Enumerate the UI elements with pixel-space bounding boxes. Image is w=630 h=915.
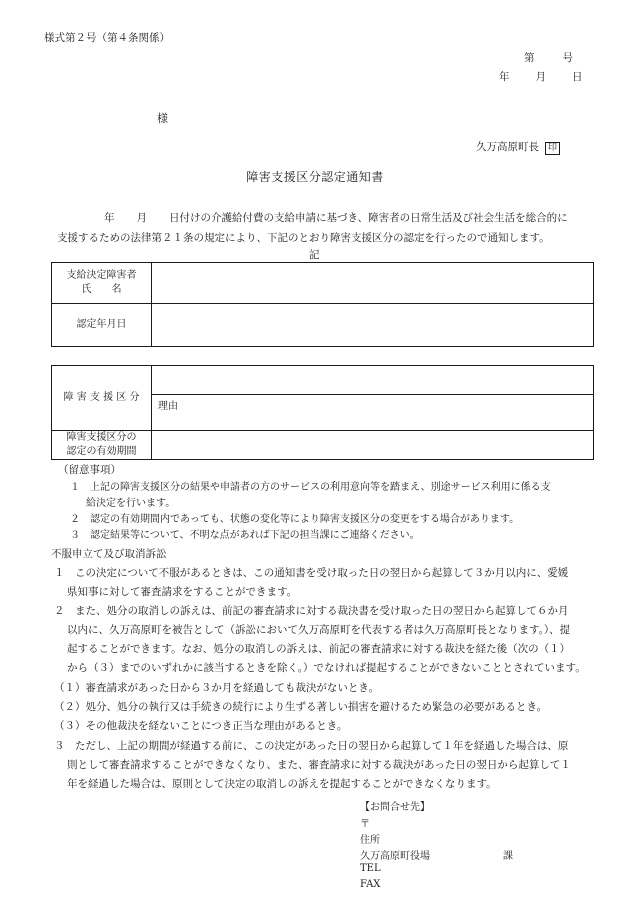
validity-period-label: 障害支援区分の 認定の有効期間 [52,431,152,460]
form-number: 様式第２号（第４条関係） [44,32,170,44]
document-number: 第 号 [524,52,573,64]
intro-line-2: 支援するための法律第２１条の規定により、下記のとおり障害支援区分の認定を行ったので通知します。 [57,232,550,244]
support-category-field[interactable] [152,366,594,395]
certification-date-field[interactable] [152,304,594,347]
postal-code: 〒 [360,819,370,830]
contact-address: 住所 [360,835,380,846]
recipient-name-field[interactable] [152,263,594,304]
appeal-1-cont: 県知事に対して審査請求をすることができます。 [67,586,298,598]
recipient-table [51,262,594,347]
validity-period-field[interactable] [152,431,594,460]
note-2: ２ 認定の有効期間内であっても、状態の変化等により障害支援区分の変更をする場合があります。 [70,514,520,525]
recipient-name-label: 支給決定障害者 氏 名 [52,263,152,304]
contact-office: 久万高原町役場 [360,851,430,862]
appeal-condition-1: （１）審査請求があった日から３か月を経過しても裁決がないとき。 [54,682,379,694]
note-3: ３ 認定結果等について、不明な点があれば下記の担当課にご連絡ください。 [70,530,420,541]
contact-fax: FAX [360,879,381,890]
reason-label: 理由 [158,401,178,412]
seal-icon: 印 [545,142,560,155]
intro-line-1: 年 月 日付けの介護給付費の支給申請に基づき、障害者の日常生活及び社会生活を総合的に [104,212,568,224]
appeal-condition-3: （３）その他裁決を経ないことにつき正当な理由があるとき。 [54,720,348,732]
contact-tel: TEL [360,863,381,874]
appeal-condition-2: （２）処分、処分の執行又は手続きの続行により生ずる著しい損害を避けるため緊急の必要があるとき。 [54,701,548,713]
category-table [51,365,594,460]
appeal-title: 不服申立て及び取消訴訟 [51,548,167,560]
appeal-3-cont-2: 年を経過した場合は、原則として決定の取消しの訴えを提起することができなくなります。 [67,778,497,790]
appeal-3-cont-1: 則として審査請求することができなくなり、また、審査請求に対する裁決があった日の翌日から起算して１ [67,759,571,771]
appeal-3: ３ ただし、上記の期間が経過する前に、この決定があった日の翌日から起算して１年を経過した場合は、原 [54,740,569,752]
notes-title: （留意事項） [58,464,121,476]
appeal-2-cont-1: 以内に、久万高原町を被告として（訴訟において久万高原町を代表する者は久万高原町長となります。）、提 [67,624,571,636]
document-title: 障害支援区分認定通知書 [246,170,384,184]
appeal-1: １ この決定について不服があるときは、この通知書を受け取った日の翌日から起算して３か月以内に、愛媛 [54,567,569,579]
note-1: １ 上記の障害支援区分の結果や申請者の方のサービスの利用意向等を踏まえ、別途サービス利用に係る支 [70,482,551,493]
reason-field[interactable] [152,395,594,431]
appeal-2: ２ また、処分の取消しの訴えは、前記の審査請求に対する裁決書を受け取った日の翌日から起算して６か月 [54,605,569,617]
issuer: 久万高原町長 印 [476,139,560,155]
appeal-2-cont-3: から（３）までのいずれかに該当するときを除く。）でなければ提起することができないこととされています。 [67,662,586,674]
certification-date-label: 認定年月日 [52,304,152,347]
appeal-2-cont-2: 起することができます。なお、処分の取消しの訴えは、前記の審査請求に対する裁決を経た後（次の（１） [67,643,571,655]
contact-section: 課 [503,851,513,862]
support-category-label: 障 害 支 援 区 分 [52,366,152,431]
ki-heading: 記 [309,249,320,261]
contact-title: 【お問合せ先】 [360,802,430,813]
addressee: 様 [157,112,168,125]
note-1-cont: 給決定を行います。 [86,498,176,509]
issue-date: 年 月 日 [499,71,583,83]
